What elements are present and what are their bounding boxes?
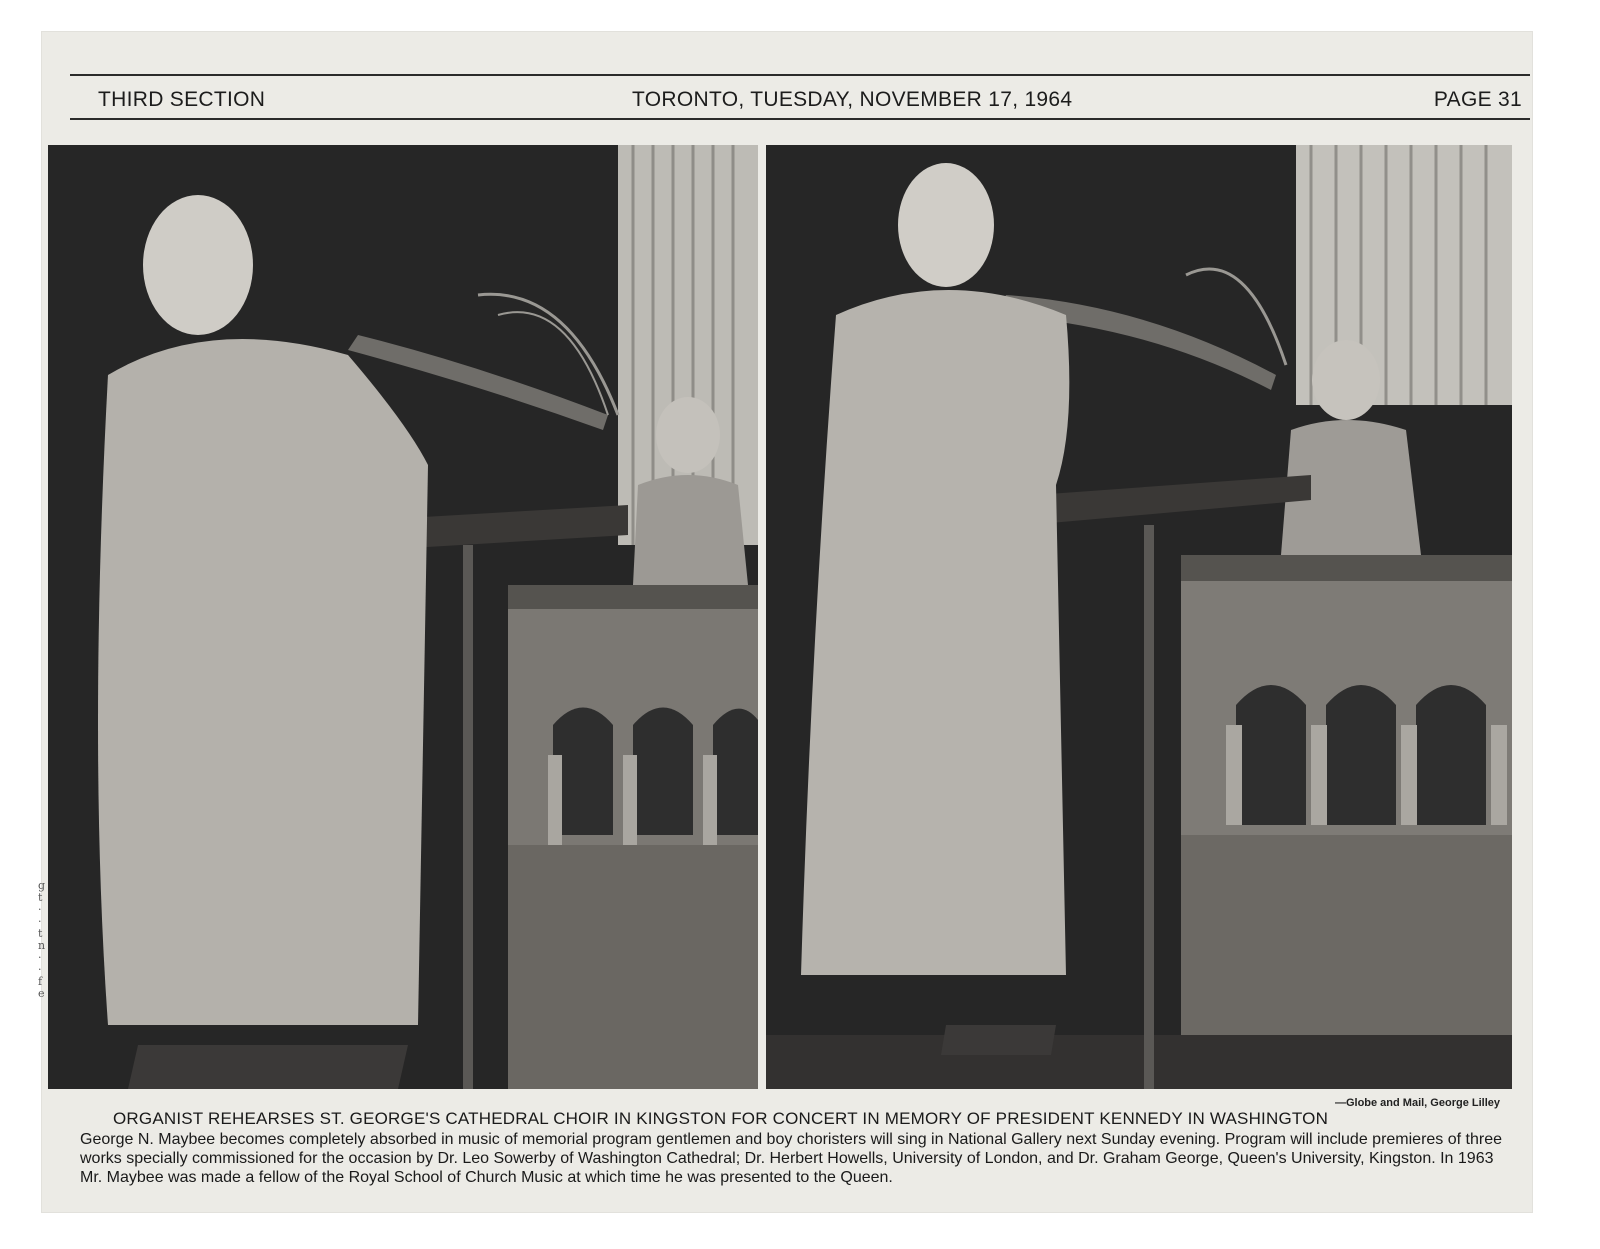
header-rule-top <box>70 74 1530 76</box>
photo-right-image <box>766 145 1512 1089</box>
photo-left <box>48 145 758 1089</box>
header-rule-bottom <box>70 118 1530 120</box>
section-label: THIRD SECTION <box>98 88 266 111</box>
caption-body: George N. Maybee becomes completely absorbed in music of memorial program gentlemen and boy choristers will sing in National Gallery next Sunday evening. Program will include premieres of three works specially commissioned for the occasion by Dr. Leo Sowerby of Washington Cathedral; Dr. Herbert Howells, University of London, and Dr. Graham George, Queen's University, Kingston. In 1963 Mr. Maybee was made a fellow of the Royal School of Church Music at which time he was presented to the Queen. <box>80 1131 1503 1186</box>
dateline: TORONTO, TUESDAY, NOVEMBER 17, 1964 <box>632 88 1073 111</box>
photo-credit: —Globe and Mail, George Lilley <box>1334 1097 1500 1109</box>
caption-headline: ORGANIST REHEARSES ST. GEORGE'S CATHEDRAL CHOIR IN KINGSTON FOR CONCERT IN MEMORY OF PRESIDENT KENNEDY IN WASHINGTON <box>113 1109 1329 1128</box>
photo-right <box>766 145 1512 1089</box>
torn-margin-text: g t · · t n · · f e <box>38 879 46 1000</box>
photo-left-image <box>48 145 758 1089</box>
page-number: PAGE 31 <box>1433 88 1522 111</box>
